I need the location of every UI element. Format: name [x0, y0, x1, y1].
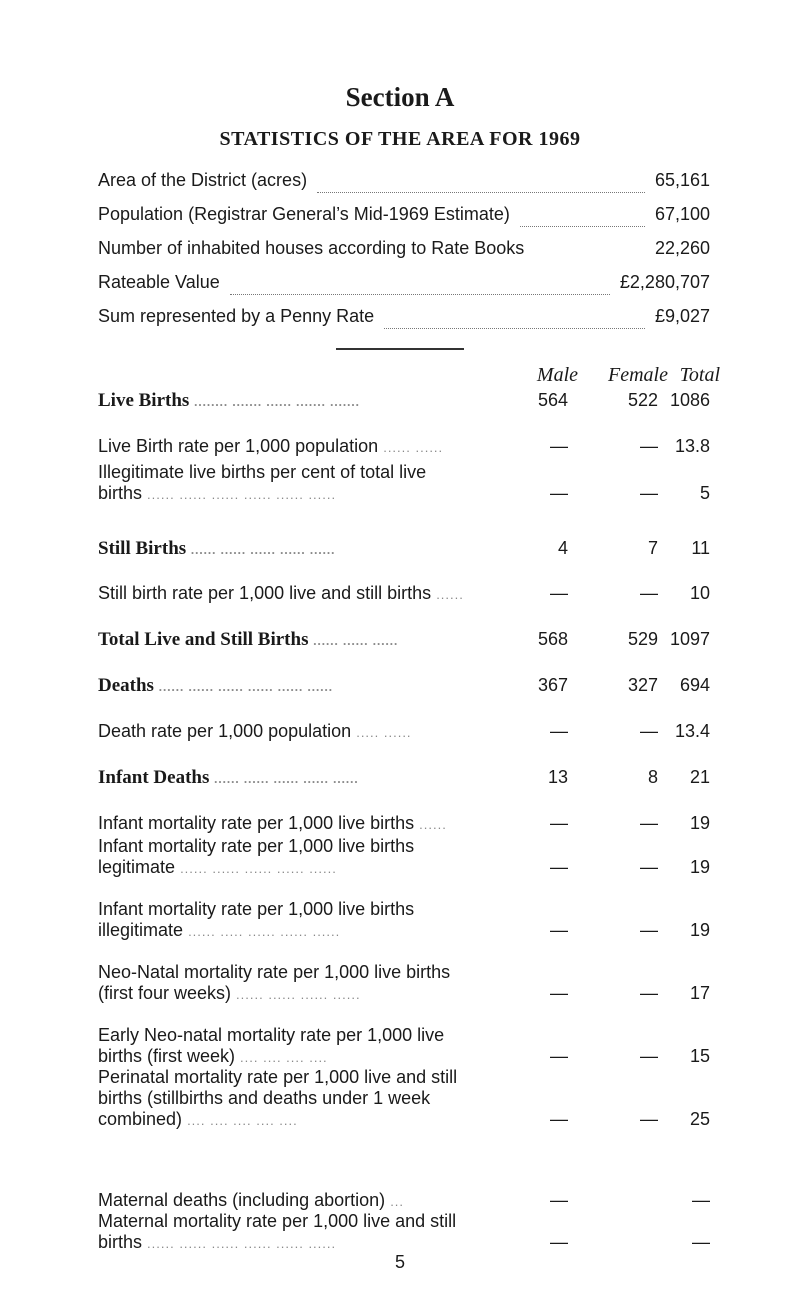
dot-leader — [384, 327, 645, 329]
row-label — [98, 1211, 494, 1254]
cell-male: — — [550, 857, 568, 877]
dot-leader — [520, 225, 645, 227]
dot-leader — [534, 260, 645, 261]
cell-female: — — [640, 920, 658, 940]
cell-male: — — [550, 583, 568, 603]
row-label — [98, 1025, 494, 1068]
dot-leader: ...... ...... ...... — [313, 633, 399, 648]
cell-male: 568 — [537, 629, 568, 649]
cell-female: — — [640, 436, 658, 456]
cell-total: — — [692, 1190, 710, 1210]
cell-female: — — [640, 813, 658, 833]
dot-leader: ...... ...... — [383, 440, 444, 455]
cell-total: 21 — [689, 767, 710, 787]
dot-leader — [230, 293, 610, 295]
row-label-line: Death rate per 1,000 population — [98, 721, 352, 741]
summary-label: Sum represented by a Penny Rate — [98, 306, 375, 326]
cell-male: 4 — [557, 538, 568, 558]
row-label-line: Infant Deaths — [98, 767, 210, 788]
row-label-line: births (first week) — [98, 1046, 236, 1066]
cell-male: — — [550, 1109, 568, 1129]
cell-total: 1086 — [669, 390, 710, 410]
cell-male: — — [550, 1046, 568, 1066]
row-label — [98, 813, 494, 835]
cell-total: 13.4 — [674, 721, 710, 741]
row-label — [98, 767, 494, 789]
summary-label: Number of inhabited houses according to Rate Books — [98, 238, 525, 258]
summary-value: 65,161 — [654, 170, 710, 190]
summary-value: £9,027 — [654, 306, 710, 326]
column-header-female: Female — [608, 364, 668, 386]
row-label — [98, 962, 494, 1005]
summary-value: 22,260 — [654, 238, 710, 258]
row-label-line: Illegitimate live births per cent of total live — [98, 462, 427, 482]
row-label-line: illegitimate — [98, 920, 184, 940]
dot-leader — [317, 191, 645, 193]
column-header-male: Male — [536, 364, 578, 386]
row-label — [98, 1067, 494, 1131]
row-label-line: Infant mortality rate per 1,000 live births — [98, 813, 415, 833]
page-subtitle: STATISTICS OF THE AREA FOR 1969 — [219, 128, 581, 150]
table-row — [98, 836, 710, 878]
row-label-line: Total Live and Still Births — [98, 629, 309, 650]
cell-male: — — [550, 436, 568, 456]
table-row — [98, 390, 710, 411]
dot-leader: ...... — [419, 817, 447, 832]
table-row — [98, 462, 710, 504]
summary-label: Rateable Value — [98, 272, 220, 292]
row-label-line: Infant mortality rate per 1,000 live births — [98, 899, 415, 919]
row-label-line: combined) — [98, 1109, 183, 1129]
cell-female: — — [640, 1109, 658, 1129]
table-row — [98, 767, 710, 788]
dot-leader: ...... — [436, 587, 464, 602]
page-number: 5 — [394, 1252, 405, 1272]
table-row — [98, 1190, 710, 1211]
row-label — [98, 390, 494, 412]
cell-total: 15 — [689, 1046, 710, 1066]
dot-leader: ...... ...... ...... ...... ...... — [180, 861, 337, 876]
cell-male: — — [550, 1232, 568, 1252]
summary-value: 67,100 — [654, 204, 710, 224]
row-label-line: Maternal mortality rate per 1,000 live and still — [98, 1211, 457, 1231]
row-label — [98, 721, 494, 743]
cell-total: 10 — [689, 583, 710, 603]
cell-female: — — [640, 857, 658, 877]
table-row — [98, 899, 710, 941]
row-label-line: Live Births — [98, 390, 190, 411]
row-label-line: Deaths — [98, 675, 154, 696]
row-label-line: Maternal deaths (including abortion) — [98, 1190, 386, 1210]
summary-row — [98, 306, 710, 340]
divider-rule — [336, 348, 464, 350]
dot-leader: .... .... .... .... .... — [187, 1113, 298, 1128]
row-label-line: births — [98, 483, 143, 503]
table-row — [98, 436, 710, 457]
table-row — [98, 583, 710, 604]
row-label — [98, 436, 494, 458]
dot-leader: ...... ...... ...... ...... ...... — [190, 542, 336, 557]
cell-male: 564 — [537, 390, 568, 410]
summary-row — [98, 170, 710, 204]
cell-total: 11 — [691, 538, 710, 558]
table-row — [98, 1211, 710, 1253]
cell-female: 327 — [627, 675, 658, 695]
row-label-line: (first four weeks) — [98, 983, 232, 1003]
row-label-line: legitimate — [98, 857, 176, 877]
summary-label: Population (Registrar General’s Mid-1969 Estimate) — [98, 204, 510, 224]
cell-female: 8 — [647, 767, 658, 787]
cell-male: 13 — [547, 767, 568, 787]
summary-value: £2,280,707 — [619, 272, 710, 292]
table-row — [98, 813, 710, 834]
dot-leader: ...... ...... ...... ...... ...... ...... — [147, 487, 337, 502]
dot-leader: ...... ...... ...... ...... — [236, 987, 361, 1002]
row-label — [98, 1190, 494, 1212]
dot-leader: ...... ...... ...... ...... ...... ...... — [158, 679, 333, 694]
dot-leader: ...... ...... ...... ...... ...... — [214, 771, 359, 786]
cell-total: 5 — [699, 483, 710, 503]
summary-row — [98, 272, 710, 306]
summary-list — [98, 170, 710, 340]
cell-male: — — [550, 920, 568, 940]
dot-leader: ...... ..... ...... ...... ...... — [188, 924, 341, 939]
cell-female: — — [640, 721, 658, 741]
row-label — [98, 675, 494, 697]
cell-total: 25 — [689, 1109, 710, 1129]
dot-leader: .... .... .... .... — [240, 1050, 328, 1065]
cell-female: — — [640, 983, 658, 1003]
cell-total: — — [692, 1232, 710, 1252]
dot-leader: ...... ...... ...... ...... ...... ...... — [147, 1236, 337, 1251]
row-label — [98, 583, 494, 605]
table-row — [98, 962, 710, 1004]
cell-female: — — [640, 483, 658, 503]
cell-female: — — [640, 1046, 658, 1066]
table-row — [98, 1025, 710, 1067]
summary-row — [98, 204, 710, 238]
cell-female: 522 — [627, 390, 658, 410]
dot-leader: ... — [390, 1194, 405, 1209]
cell-male: — — [550, 483, 568, 503]
row-label-line: Perinatal mortality rate per 1,000 live and still — [98, 1067, 458, 1087]
section-title: Section A — [345, 82, 455, 112]
cell-female: 7 — [647, 538, 658, 558]
cell-female: — — [640, 583, 658, 603]
summary-row — [98, 238, 710, 272]
summary-label: Area of the District (acres) — [98, 170, 308, 190]
row-label — [98, 462, 494, 505]
row-label-line: Live Birth rate per 1,000 population — [98, 436, 379, 456]
cell-total: 694 — [679, 675, 710, 695]
cell-male: — — [550, 983, 568, 1003]
table-row — [98, 538, 710, 559]
cell-total: 19 — [689, 920, 710, 940]
column-header-total: Total — [679, 364, 720, 386]
table-row — [98, 721, 710, 742]
table-row — [98, 629, 710, 650]
table-row — [98, 1067, 710, 1130]
row-label — [98, 538, 494, 560]
cell-total: 17 — [689, 983, 710, 1003]
row-label — [98, 899, 494, 942]
row-label-line: Still Births — [98, 538, 187, 559]
row-label-line: births (stillbirths and deaths under 1 week — [98, 1088, 431, 1108]
cell-male: — — [550, 813, 568, 833]
row-label-line: Still birth rate per 1,000 live and still births — [98, 583, 432, 603]
row-label-line: Early Neo-natal mortality rate per 1,000 live — [98, 1025, 445, 1045]
dot-leader: ........ ....... ...... ....... ....... — [194, 394, 360, 409]
cell-female: 529 — [627, 629, 658, 649]
cell-total: 19 — [689, 857, 710, 877]
cell-total: 19 — [689, 813, 710, 833]
cell-total: 13.8 — [674, 436, 710, 456]
cell-total: 1097 — [669, 629, 710, 649]
row-label-line: Neo-Natal mortality rate per 1,000 live births — [98, 962, 451, 982]
table-row — [98, 675, 710, 696]
cell-male: — — [550, 1190, 568, 1210]
row-label-line: births — [98, 1232, 143, 1252]
dot-leader: ..... ...... — [356, 725, 412, 740]
cell-male: — — [550, 721, 568, 741]
row-label — [98, 629, 494, 651]
cell-male: 367 — [537, 675, 568, 695]
row-label-line: Infant mortality rate per 1,000 live births — [98, 836, 415, 856]
row-label — [98, 836, 494, 879]
